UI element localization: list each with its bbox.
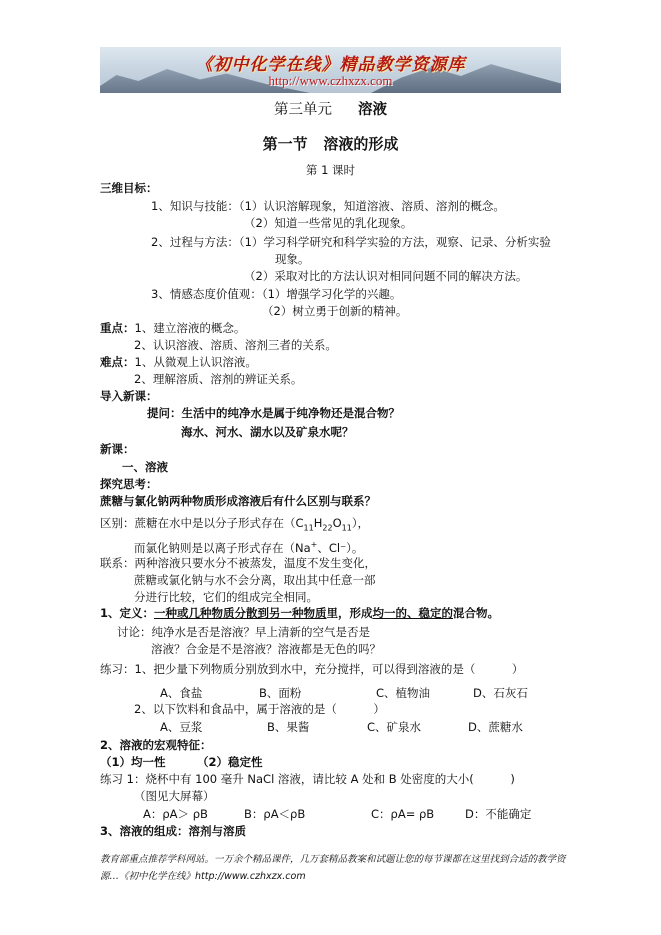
difficulty-1: 1、从微观上认识溶液。 [134,355,257,369]
difference-line-2: 而氯化钠则是以离子形式存在（Na+、Cl⁻）。 [134,540,364,555]
exercise-note: （图见大屏幕） [134,789,215,803]
unit-number: 第三单元 [274,102,332,118]
relation-line: 联系：两种溶液只要水分不被蒸发，温度不发生变化， [100,556,376,570]
difficulties-label: 难点： [100,355,135,369]
difficulty-line [100,355,257,369]
banner-brand: 《初中化学在线》精品教学资源库 [195,55,466,75]
definition-underline-2: 均一的、稳定的 [372,606,454,620]
discussion-line: 溶液？合金是不是溶液？溶液都是无色的吗？ [151,642,381,656]
composition-heading: 3、溶液的组成：溶剂与溶质 [100,824,247,838]
objective-line: 1、知识与技能：（1）认识溶解现象，知道溶液、溶质、溶剂的概念。 [151,199,505,213]
intro-label: 导入新课： [100,389,158,403]
option-d: D、石灰石 [473,686,528,700]
page-footer: 教育部重点推荐学科网站。一万余个精品课件，几万套精品教案和试题让您的每节课都在这里找到合适的教学资源…《初中化学在线》http://www.czhxzx.com [100,854,566,882]
objective-line: 3、情感态度价值观：（1）增强学习化学的兴趣。 [151,287,402,301]
intro-question-1: 提问：生活中的纯净水是属于纯净物还是混合物？ [147,406,400,420]
objective-line: 2、过程与方法：（1）学习科学研究和科学实验的方法，观察、记录、分析实验 [151,235,551,249]
macro-feature-2: （2）稳定性 [197,755,263,769]
option-b: B：ρA＜ρB [244,807,306,821]
explore-label: 探究思考： [100,477,158,491]
objective-line: （2）树立勇于创新的精神。 [262,304,408,318]
intro-question-2: 海水、河水、湖水以及矿泉水呢？ [181,425,354,439]
section-title: 第一节 溶液的形成 [262,135,399,153]
relation-line: 分进行比较，它们的组成完全相同。 [134,590,318,604]
option-d: D、蔗糖水 [468,720,523,734]
definition-underline-1: 一种或几种物质分散到另一种物质 [154,606,327,620]
option-c: C、矿泉水 [367,720,422,734]
banner-url[interactable]: http://www.czhxzx.com [268,73,393,88]
objectives-heading: 三维目标： [100,181,158,195]
exercise-question: 练习：1、把少量下列物质分别放到水中，充分搅拌，可以得到溶液的是（ ） [100,662,524,676]
unit-name: 溶液 [358,101,387,118]
header-banner [100,47,561,93]
option-d: D：不能确定 [465,807,532,821]
part-heading: 一、溶液 [122,460,168,474]
relation-line: 蔗糖或氯化钠与水不会分离，取出其中任意一部 [134,573,376,587]
exercise-question: 练习 1：烧杯中有 100 毫升 NaCl 溶液，请比较 A 处和 B 处密度的大小( ) [100,772,515,786]
objective-line: （2）知道一些常见的乳化现象。 [244,216,413,230]
option-b: B、面粉 [259,686,302,700]
new-lesson-label: 新课： [100,442,135,456]
objective-line: （2）采取对比的方法认识对相同问题不同的解决方法。 [244,269,528,283]
discussion-line: 讨论：纯净水是否是溶液？早上清新的空气是否是 [117,625,370,639]
option-a: A、食盐 [160,686,203,700]
keypoint-1: 1、建立溶液的概念。 [134,321,246,335]
definition-line: 1、定义：一种或几种物质分散到另一种物质里，形成均一的、稳定的混合物。 [100,606,500,620]
option-a: A、豆浆 [160,720,203,734]
macro-feature-1: （1）均一性 [100,755,166,769]
lesson-number: 第 1 课时 [305,163,356,177]
difficulty-2: 2、理解溶质、溶剂的辨证关系。 [134,372,303,386]
option-a: A：ρA＞ ρB [143,807,208,821]
explore-question: 蔗糖与氯化钠两种物质形成溶液后有什么区别与联系？ [100,494,376,508]
difference-line-1: 区别：蔗糖在水中是以分子形式存在$(C_{11}H_{22}O_{11})$， [100,516,370,533]
objective-line: 现象。 [275,252,310,266]
keypoints-label: 重点： [100,321,135,335]
keypoint-2: 2、认识溶液、溶质、溶剂三者的关系。 [134,338,337,352]
exercise-question: 2、以下饮料和食品中，属于溶液的是（ ） [134,702,385,716]
option-c: C、植物油 [376,686,431,700]
keypoint-line [100,321,245,335]
unit-title [0,101,661,119]
option-b: B、果酱 [267,720,310,734]
option-c: C：ρA= ρB [371,807,435,821]
macro-heading: 2、溶液的宏观特征： [100,738,212,752]
